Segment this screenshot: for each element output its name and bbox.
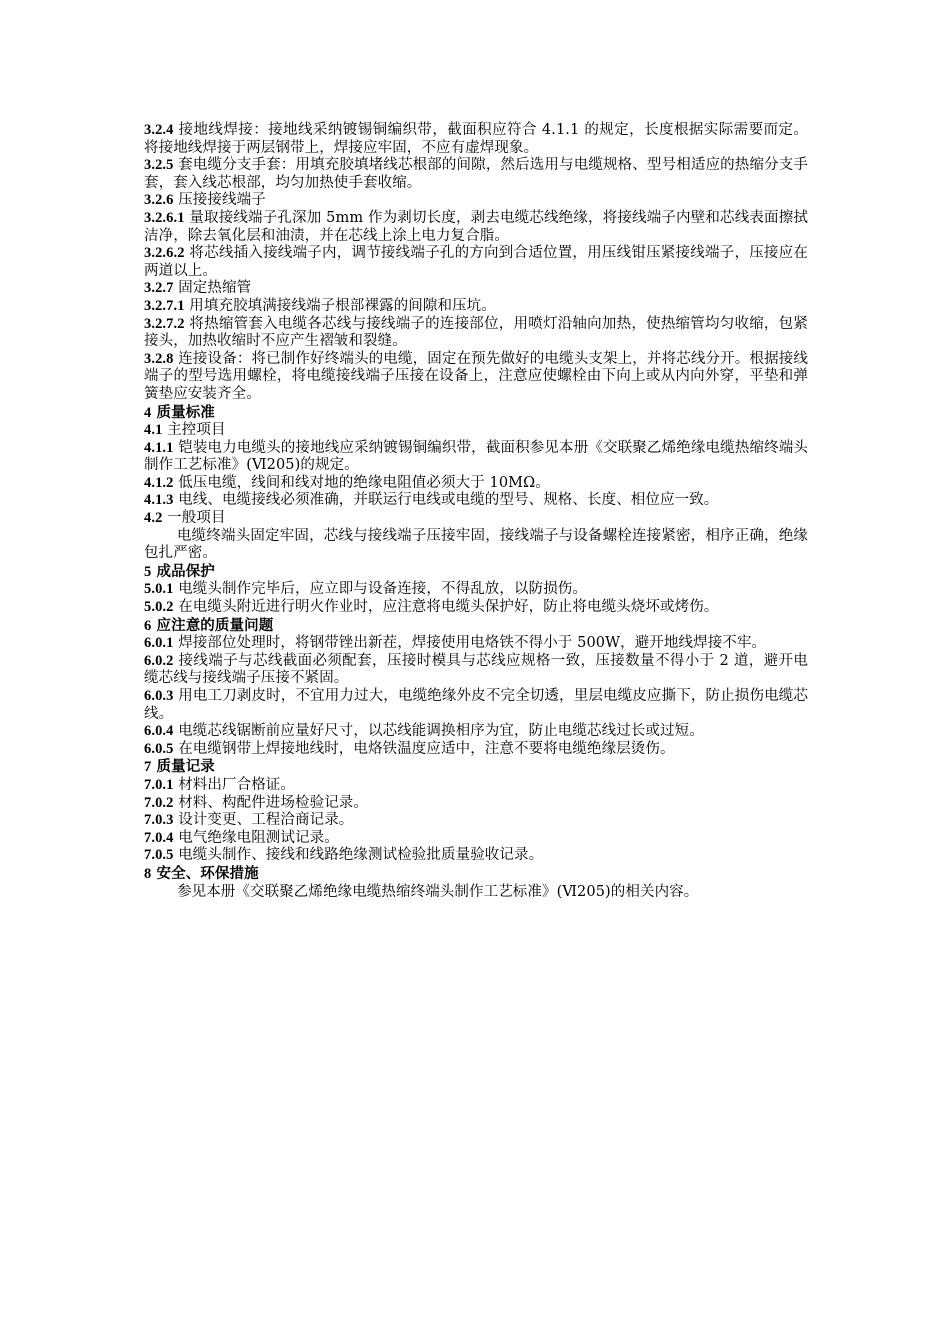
clause-number: 3.2.6 [144,192,174,209]
paragraph-text: 焊接部位处理时，将钢带锉出新茬，焊接使用电烙铁不得小于 500W，避开地线焊接不牢。 [173,635,767,652]
clause-number: 7 [144,759,152,776]
paragraph [144,812,808,830]
paragraph-text: 设计变更、工程洽商记录。 [173,812,354,829]
clause-number: 3.2.7.2 [144,315,185,332]
paragraph-text: 接线端子与芯线截面必须配套，压接时模具与芯线应规格一致，压接数量不得小于 2 道，避开电缆芯线与接线端子压接不紧固。 [144,652,808,687]
paragraph-text: 质量记录 [151,758,215,776]
clause-number: 5.0.2 [144,599,174,616]
paragraph-text: 用电工刀剥皮时，不宜用力过大，电缆绝缘外皮不完全切透，里层电缆皮应撕下，防止损伤电缆芯线。 [144,688,808,722]
clause-number: 3.2.5 [144,157,174,174]
clause-number: 6.0.3 [144,688,174,704]
paragraph-text: 套电缆分支手套：用填充胶填堵线芯根部的间隙，然后选用与电缆规格、型号相适应的热缩分支手套，套入线芯根部，均匀加热使手套收缩。 [144,157,808,191]
paragraph [144,635,808,653]
paragraph-text: 电缆头制作完毕后，应立即与设备连接，不得乱放，以防损伤。 [173,581,588,598]
clause-number: 6 [144,617,152,634]
paragraph [144,422,808,440]
paragraph-text: 电线、电缆接线必须准确，并联运行电线或电缆的型号、规格、长度、相位应一致。 [173,492,719,509]
clause-number: 3.2.7.1 [144,297,185,314]
paragraph-text: 连接设备：将已制作好终端头的电缆，固定在预先做好的电缆头支架上，并将芯线分开。根据接线端子的型号选用螺栓，将电缆接线端子压接在设备上，注意应使螺栓由下向上或从内向外穿，平垫和弹簧垫应安装齐全。 [144,350,808,402]
clause-number: 5.0.1 [144,581,174,598]
clause-number: 3.2.4 [144,122,174,138]
paragraph [144,475,808,493]
clause-number: 6.0.4 [144,723,174,740]
paragraph [144,884,808,902]
paragraph [144,510,808,528]
paragraph [144,688,808,723]
paragraph-text: 材料出厂合格证。 [173,776,296,793]
clause-number: 3.2.8 [144,350,174,367]
paragraph-text: 用填充胶填满接线端子根部裸露的间隙和压坑。 [184,297,496,314]
paragraph-text: 固定热缩管 [173,280,252,297]
paragraph-text: 将热缩管套入电缆各芯线与接线端子的连接部位，用喷灯沿轴向加热，使热缩管均匀收缩，包紧接头，加热收缩时不应产生褶皱和裂缝。 [144,315,808,350]
paragraph [144,795,808,813]
paragraph [144,157,808,192]
clause-number: 6.0.1 [144,635,174,652]
paragraph [144,316,808,351]
paragraph-text: 低压电缆，线间和线对地的绝缘电阻值必须大于 10MΩ。 [173,474,550,491]
paragraph [144,777,808,795]
paragraph [144,122,808,157]
clause-number: 7.0.2 [144,794,174,811]
clause-number: 6.0.5 [144,740,174,757]
paragraph-text: 材料、构配件进场检验记录。 [173,794,369,811]
paragraph [144,192,808,210]
paragraph [144,351,808,404]
section-heading [144,563,808,582]
paragraph-text: 量取接线端子孔深加 5mm 作为剥切长度，剥去电缆芯线绝缘，将接线端子内壁和芯线表面擦拭洁净，除去氧化层和油渍，并在芯线上涂上电力复合脂。 [144,209,808,244]
clause-number: 6.0.2 [144,652,174,669]
paragraph [144,245,808,280]
paragraph-text: 成品保护 [151,562,215,580]
clause-number: 4.1.2 [144,474,174,491]
clause-number: 8 [144,865,152,882]
paragraph-text: 参见本册《交联聚乙烯绝缘电缆热缩终端头制作工艺标准》(Ⅵ205)的相关内容。 [177,883,699,900]
paragraph-text: 压接接线端子 [173,192,266,209]
paragraph [144,599,808,617]
document-body [144,122,808,901]
paragraph-text: 质量标准 [151,403,215,421]
paragraph-text: 接地线焊接：接地线采纳镀锡铜编织带，截面积应符合 4.1.1 的规定，长度根据实际需要而定。将接地线焊接于两层钢带上，焊接应牢固，不应有虚焊现象。 [144,122,808,156]
paragraph [144,298,808,316]
clause-number: 7.0.4 [144,829,174,846]
clause-number: 3.2.6.1 [144,209,185,226]
clause-number: 7.0.1 [144,776,174,793]
section-heading [144,758,808,777]
section-heading [144,404,808,423]
clause-number: 4.1.3 [144,492,174,509]
paragraph-text: 主控项目 [162,422,226,439]
paragraph-text: 电缆头制作、接线和线路绝缘测试检验批质量验收记录。 [173,847,544,864]
paragraph [144,847,808,865]
section-heading [144,865,808,884]
paragraph-text: 应注意的质量问题 [151,616,274,634]
section-heading [144,617,808,636]
paragraph-text: 将芯线插入接线端子内，调节接线端子孔的方向到合适位置，用压线钳压紧接线端子，压接应在两道以上。 [144,245,808,279]
paragraph [144,741,808,759]
paragraph [144,492,808,510]
paragraph-text: 电缆芯线锯断前应量好尺寸，以芯线能调换相序为宜，防止电缆芯线过长或过短。 [173,723,704,740]
paragraph [144,653,808,688]
paragraph-text: 铠装电力电缆头的接地线应采纳镀锡铜编织带，截面积参见本册《交联聚乙烯绝缘电缆热缩终端头制作工艺标准》(Ⅵ205)的规定。 [144,439,808,474]
paragraph [144,210,808,245]
paragraph-text: 在电缆头附近进行明火作业时，应注意将电缆头保护好，防止将电缆头烧坏或烤伤。 [173,599,719,616]
clause-number: 3.2.7 [144,280,174,297]
clause-number: 4 [144,404,152,421]
paragraph [144,830,808,848]
clause-number: 3.2.6.2 [144,245,185,262]
clause-number: 7.0.5 [144,847,174,864]
clause-number: 4.2 [144,510,163,527]
paragraph [144,581,808,599]
paragraph [144,528,808,563]
clause-number: 4.1.1 [144,439,174,456]
paragraph-text: 电缆终端头固定牢固，芯线与接线端子压接牢固，接线端子与设备螺栓连接紧密，相序正确，绝缘包扎严密。 [144,527,808,562]
paragraph [144,280,808,298]
paragraph-text: 在电缆钢带上焊接地线时，电烙铁温度应适中，注意不要将电缆绝缘层烫伤。 [173,740,675,757]
paragraph-text: 电气绝缘电阻测试记录。 [173,829,339,846]
clause-number: 4.1 [144,422,163,439]
clause-number: 5 [144,563,152,580]
paragraph-text: 安全、环保措施 [151,864,259,882]
paragraph-text: 一般项目 [162,510,226,527]
paragraph [144,440,808,475]
clause-number: 7.0.3 [144,812,174,829]
paragraph [144,723,808,741]
